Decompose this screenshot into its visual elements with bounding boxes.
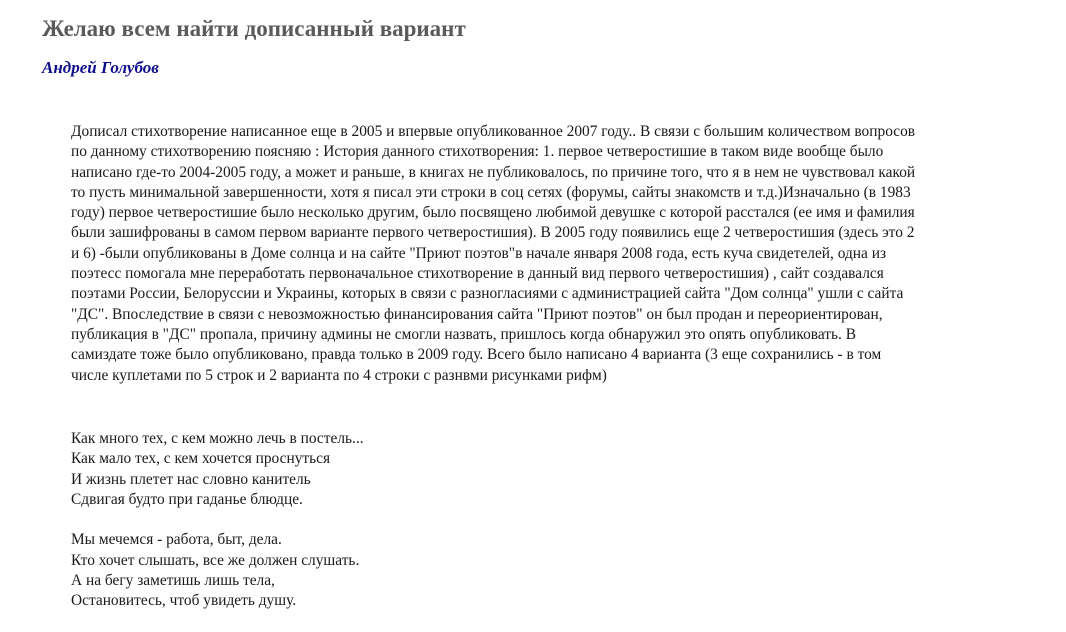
intro-line: публикация в "ДС" пропала, причину админы не смогли назвать, пришлось когда обнаружил это опять опубликовать. В [71, 325, 856, 343]
poem-line: А на бегу заметишь лишь тела, [71, 572, 275, 590]
poem-line: Как мало тех, с кем хочется проснуться [71, 450, 331, 468]
intro-line: по данному стихотворению поясняю : История данного стихотворения: 1. первое четверостишие в таком виде вообще было [71, 143, 884, 161]
poem-line: Мы мечемся - работа, быт, дела. [71, 531, 282, 549]
intro-line: числе куплетами по 5 строк и 2 варианта по 4 строки с разнвми рисунками рифм) [71, 366, 607, 384]
intro-line: "ДС". Впоследствие в связи с невозможностью финансирования сайта "Приют поэтов" он был продан и переориентирован, [71, 305, 883, 323]
intro-line: самиздате тоже было опубликовано, правда только в 2009 году. Всего было написано 4 варианта (3 еще сохранились - в том [71, 346, 882, 364]
intro-line: написано где-то 2004-2005 году, а может и раньше, в книгах не публиковалось, по причине того, что я в нем не чувствовал какой [71, 163, 916, 181]
poem-line: Кто хочет слышать, все же должен слушать. [71, 551, 360, 569]
intro-paragraph [71, 122, 1001, 386]
intro-line: и 6) -были опубликованы в Доме солнца и на сайте "Приют поэтов"в начале января 2008 года, есть куча свидетелей, одна из [71, 244, 887, 262]
poem-line: Как много тех, с кем можно лечь в постель... [71, 430, 364, 447]
intro-line: поэтесс помогала мне переработать первоначальное стихотворение в данный вид первого четверостишия) , сайт создавался [71, 265, 884, 283]
intro-line: Дописал стихотворение написанное еще в 2005 и впервые опубликованное 2007 году.. В связи с большим количеством вопросов [71, 123, 916, 140]
poem-stanza-2 [71, 530, 364, 611]
page-title: Желаю всем найти дописанный вариант [42, 16, 466, 41]
intro-line: то пусть минимальной завершенности, хотя я писал эти строки в соц сетях (форумы, сайты знакомств и т.д.)Изначально (в 1983 [71, 183, 911, 201]
author-name[interactable]: Андрей Голубов [42, 58, 159, 77]
intro-line: были зашифрованы в самом первом варианте первого четверостишия). В 2005 году появились еще 2 четверостишия (здесь это 2 [71, 224, 915, 242]
poem-line: Сдвигая будто при гаданье блюдце. [71, 490, 303, 508]
poem-stanza-1 [71, 429, 364, 510]
poem-line: Остановитесь, чтоб увидеть душу. [71, 592, 297, 610]
poem-text [71, 429, 364, 632]
intro-line: году) первое четверостишие было несколько другим, было посвящено любимой девушке с которой расстался (ее имя и фамилия [71, 204, 915, 222]
intro-line: поэтами России, Белоруссии и Украины, которых в связи с разногласиями с администрацией сайта "Дом солнца" ушли с сайта [71, 285, 904, 303]
poem-line: И жизнь плетет нас словно канитель [71, 470, 311, 488]
